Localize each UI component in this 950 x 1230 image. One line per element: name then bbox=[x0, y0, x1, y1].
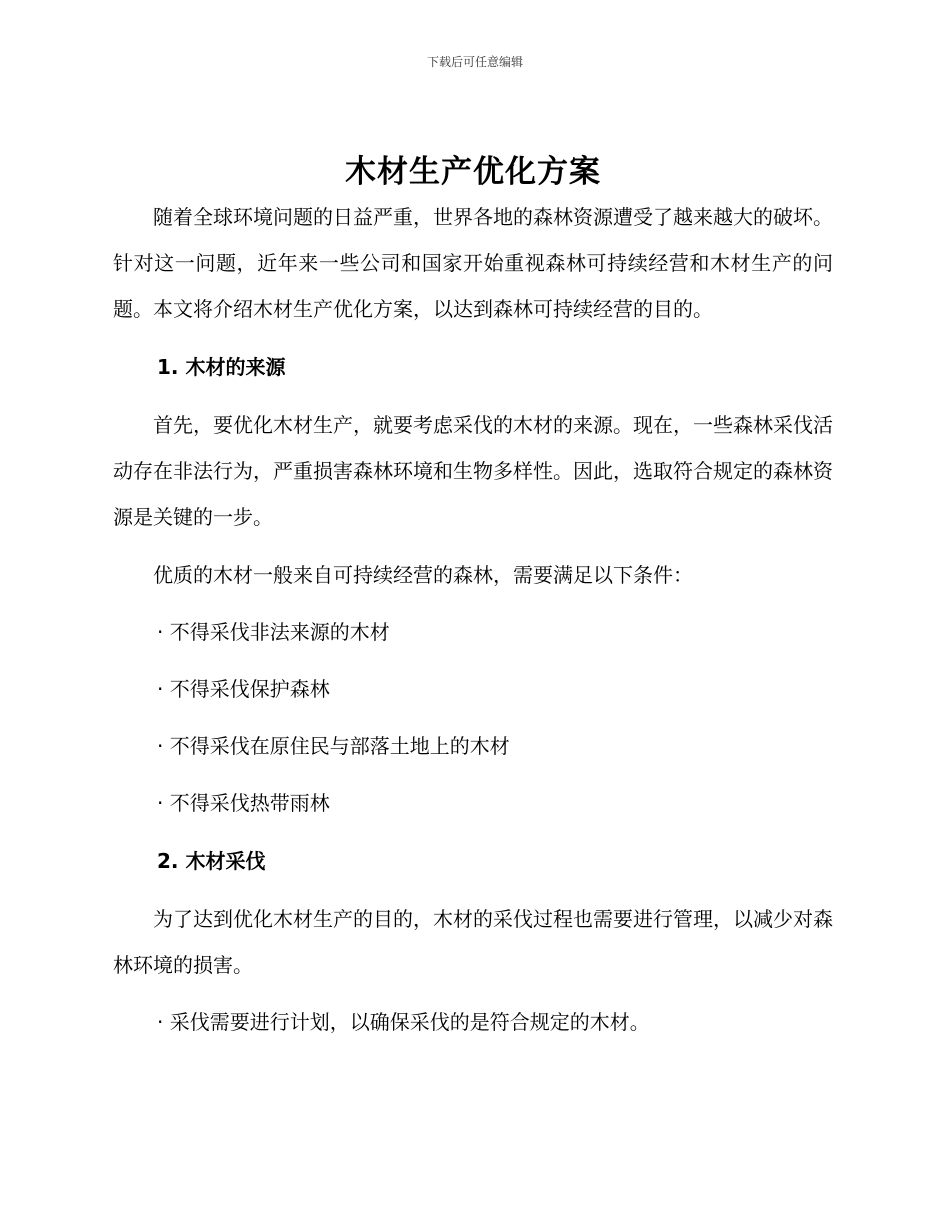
harvest-paragraph: 为了达到优化木材生产的目的，木材的采伐过程也需要进行管理，以减少对森林环境的损害。 bbox=[113, 907, 833, 977]
intro-paragraph: 随着全球环境问题的日益严重，世界各地的森林资源遭受了越来越大的破坏。针对这一问题，近年来一些公司和国家开始重视森林可持续经营和木材生产的问题。本文将介绍木材生产优化方案，以达到森林可持续经营的目的。 bbox=[113, 205, 833, 321]
section-heading-source: 1. 木材的来源 bbox=[157, 355, 286, 379]
conditions-paragraph: 优质的木材一般来自可持续经营的森林，需要满足以下条件： bbox=[153, 563, 693, 587]
source-paragraph: 首先，要优化木材生产，就要考虑采伐的木材的来源。现在，一些森林采伐活动存在非法行为，严重损害森林环境和生物多样性。因此，选取符合规定的森林资源是关键的一步。 bbox=[113, 413, 833, 529]
section-heading-harvest: 2. 木材采伐 bbox=[157, 849, 266, 873]
condition-item: · 不得采伐热带雨林 bbox=[157, 791, 330, 815]
condition-item: · 不得采伐保护森林 bbox=[157, 677, 330, 701]
condition-item: · 不得采伐在原住民与部落土地上的木材 bbox=[157, 734, 510, 758]
harvest-item: · 采伐需要进行计划，以确保采伐的是符合规定的木材。 bbox=[157, 1010, 650, 1034]
condition-item: · 不得采伐非法来源的木材 bbox=[157, 620, 390, 644]
document-title: 木材生产优化方案 bbox=[345, 154, 601, 190]
document-content bbox=[113, 150, 833, 1045]
header-note: 下载后可任意编辑 bbox=[426, 55, 523, 69]
